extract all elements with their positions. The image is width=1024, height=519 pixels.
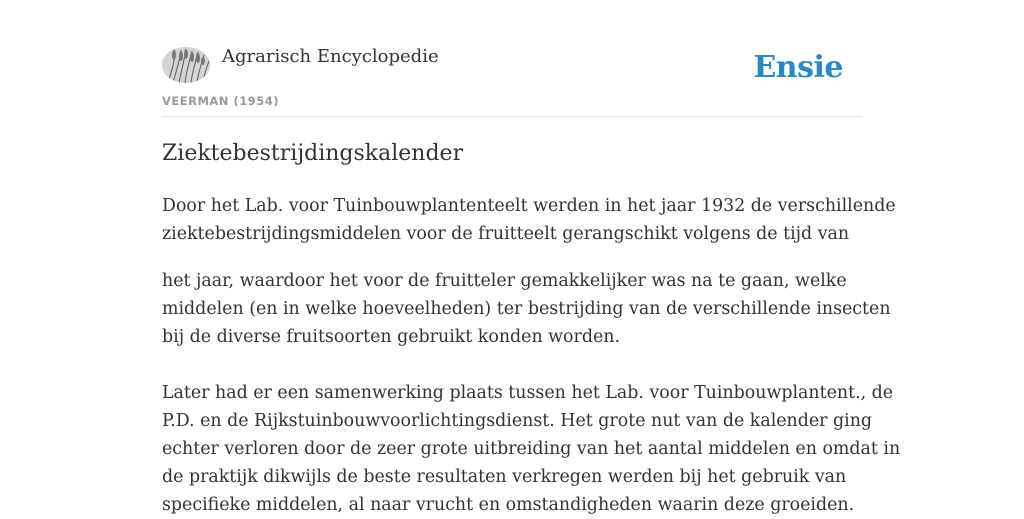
paragraph-line: P.D. en de Rijkstuinbouwvoorlichtingsdienst. Het grote nut van de kalender ging: [162, 411, 873, 431]
paragraph-line: echter verloren door de zeer grote uitbreiding van het aantal middelen en omdat in: [162, 439, 901, 459]
article-paragraph-1: [162, 192, 896, 248]
article-page: [162, 0, 901, 515]
article-title: Ziektebestrijdingskalender: [162, 141, 464, 166]
paragraph-line: specifieke middelen, al naar vrucht en omstandigheden waarin deze groeiden.: [162, 495, 855, 515]
brand-logo[interactable]: Ensie: [753, 50, 843, 85]
paragraph-line: het jaar, waardoor het voor de fruitteler gemakkelijker was na te gaan, welke: [162, 271, 847, 291]
paragraph-line: Later had er een samenwerking plaats tussen het Lab. voor Tuinbouwplantent., de: [162, 383, 894, 403]
paragraph-line: middelen (en in welke hoeveelheden) ter bestrijding van de verschillende insecten: [162, 299, 891, 319]
author-label: VEERMAN (1954): [162, 94, 279, 108]
article-paragraph-3: [162, 379, 901, 519]
article-paragraph-2: [162, 267, 891, 351]
publication-title[interactable]: Agrarisch Encyclopedie: [222, 46, 439, 67]
paragraph-line: de praktijk dikwijls de beste resultaten verkregen werden bij het gebruik van: [162, 467, 847, 487]
paragraph-line: ziektebestrijdingsmiddelen voor de fruitteelt gerangschikt volgens de tijd van: [162, 224, 850, 244]
wheat-illustration-icon: [162, 47, 210, 83]
site-header: [162, 0, 862, 117]
paragraph-line: Door het Lab. voor Tuinbouwplantenteelt werden in het jaar 1932 de verschillende: [162, 196, 896, 216]
publication-logo[interactable]: [162, 47, 210, 83]
paragraph-line: bij de diverse fruitsoorten gebruikt konden worden.: [162, 327, 620, 347]
